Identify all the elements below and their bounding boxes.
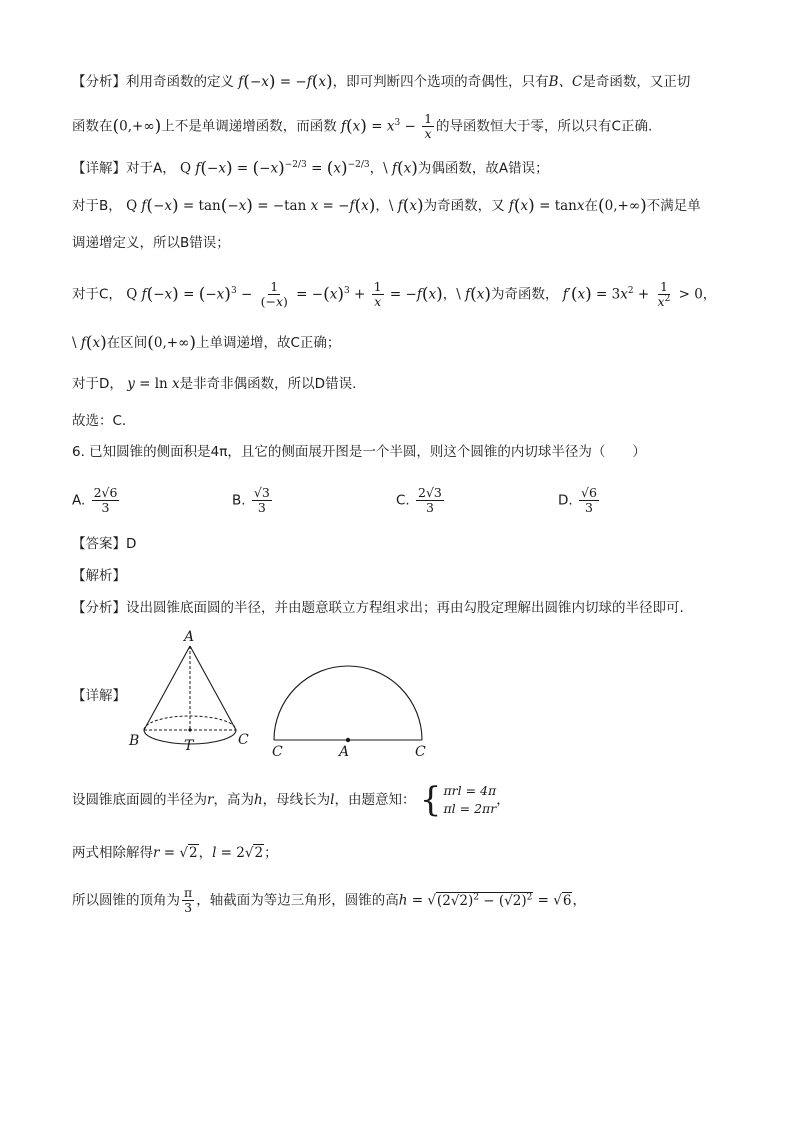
semicircle-arc xyxy=(274,666,422,740)
option-a: A. $\frac{2√6}{3}$ xyxy=(72,485,118,515)
detail-c-line-2: \ f(x)在区间(0,+∞)上单调递增，故C正确； xyxy=(72,333,341,353)
detail-d-line: 对于D， y = ln x是非奇非偶函数，所以D错误. xyxy=(72,376,357,392)
label-cone-left: B xyxy=(129,733,140,749)
semicircle-center-dot xyxy=(346,738,350,742)
option-d: D. $\frac{√6}{3}$ xyxy=(558,485,597,515)
equation-1: πrl = 4π xyxy=(443,783,497,798)
detail-b-line-1: 对于B， Q f(−x) = tan(−x) = −tan x = −f(x)，\ f(x)为奇函数，又 f(x) = tanx在(0,+∞)不满足单 xyxy=(72,196,701,216)
analysis-line-2: 函数在(0,+∞)上不是单调递增函数，而函数 $f(x) = x^3$ − $\frac{1}{x}$ 的导函数恒大于零，所以只有C正确. xyxy=(72,111,653,141)
equation-2: πl = 2πr xyxy=(443,801,497,816)
options-row xyxy=(72,478,712,522)
label-semi-left: C xyxy=(272,744,283,756)
analysis-line-1: 【分析】利用奇函数的定义 f(−x) = −f(x)，即可判断四个选项的奇偶性，只有B、C是奇函数，又正切 xyxy=(72,72,691,92)
jiexi-label: 【解析】 xyxy=(72,568,126,584)
label-cone-right: C xyxy=(238,732,249,748)
detail-c-line-1: 对于C， Q $f(-x) = (-x)^3$ − $\frac{1}{(-x)}$ = $-(x)^3$ + $\frac{1}{x}$ = −f(x)，\ f(x)为奇函数， $f'(x) = 3x^2$ + $\frac{1}{x^2}$ > 0， xyxy=(72,279,717,309)
option-c: C. $\frac{2√3}{3}$ xyxy=(396,485,442,515)
detail-label: 【详解】 xyxy=(72,160,126,177)
answer-value: D xyxy=(126,536,137,552)
label-semi-right: C xyxy=(415,744,426,756)
question-6-stem: 6. 已知圆锥的侧面积是4π，且它的侧面展开图是一个半圆，则这个圆锥的内切球半径为（ ） xyxy=(72,444,646,460)
cone-diagram xyxy=(128,629,249,754)
answer-line xyxy=(72,534,136,554)
solution-line-2: 两式相除解得r = √2，l = 2√2； xyxy=(72,845,278,861)
detail-b-line-2: 调递增定义，所以B错误； xyxy=(72,235,230,251)
detail-a-line: 【详解】对于A， Q $f(-x) = (-x)^{-2/3} = (x)^{-2/3}$，\ f(x)为偶函数，故A错误； xyxy=(72,158,549,179)
label-cone-apex: A xyxy=(184,629,195,645)
answer-label: 【答案】 xyxy=(72,536,126,552)
cone-side-right xyxy=(190,646,236,730)
analysis-2-line: 【分析】设出圆锥底面圆的半径，并由题意联立方程组求出；再由勾股定理解出圆锥内切球的半径即可. xyxy=(72,600,684,616)
solution-line-3: 所以圆锥的顶角为 $\frac{\pi}{3}$ ，轴截面为等边三角形，圆锥的高$h = √(2√2)^2 - (√2)^2 = √6$， xyxy=(72,885,586,915)
analysis-label: 【分析】 xyxy=(72,74,126,90)
figure-cone-semicircle xyxy=(126,626,446,756)
solution-line-1: 设圆锥底面圆的半径为r，高为h，母线长为l，由题意知： { πrl = 4π πl = 2πr ， xyxy=(72,780,510,820)
semicircle-diagram xyxy=(272,666,426,756)
label-semi-center: A xyxy=(339,744,350,756)
option-b: B. $\frac{√3}{3}$ xyxy=(232,485,270,515)
label-cone-center: T xyxy=(184,738,194,754)
choice-line: 故选：C. xyxy=(72,413,127,429)
detail-2-label: 【详解】 xyxy=(72,688,126,704)
cone-center-dot xyxy=(188,728,191,731)
